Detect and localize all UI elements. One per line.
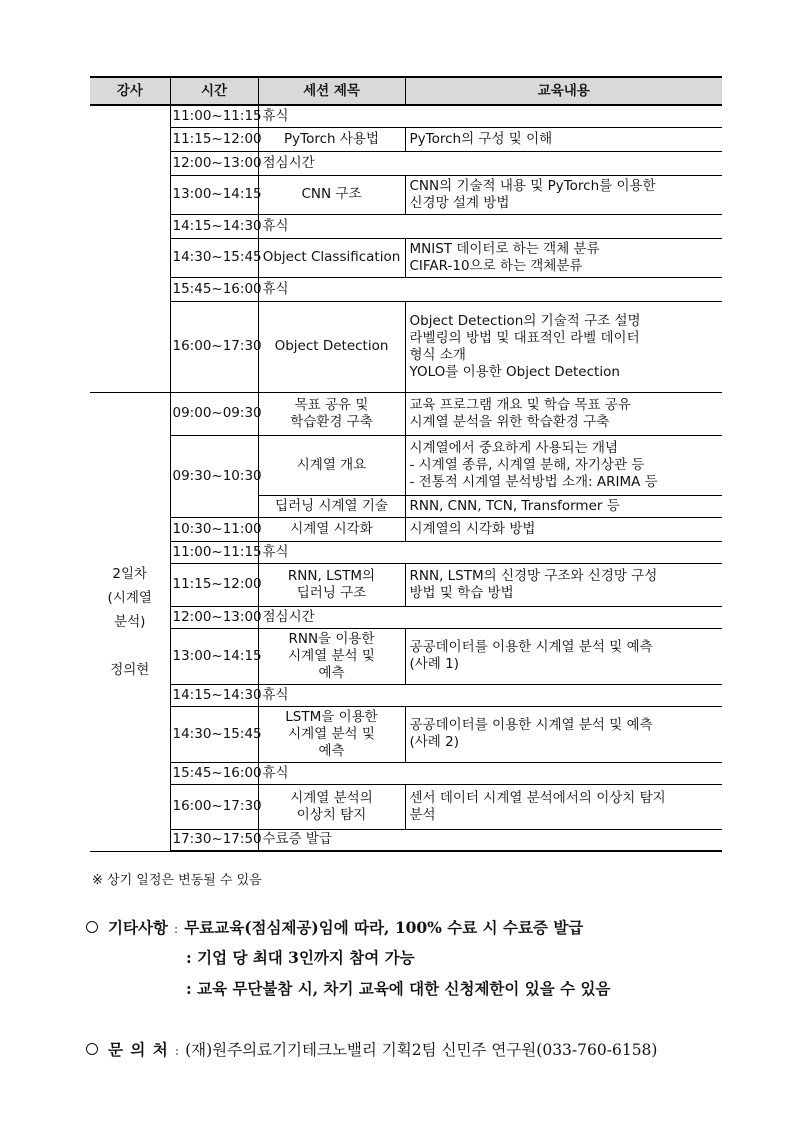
table-row [90,175,722,214]
session-title-cell: 시계열 시각화 [258,517,405,541]
time-cell: 14:30~15:45 [170,706,258,762]
table-row [90,214,722,238]
session-title-cell: PyTorch 사용법 [258,127,405,151]
table-row [90,563,722,606]
day2-instructor-cell [90,392,170,851]
time-cell: 11:15~12:00 [170,127,258,151]
session-title-cell: 목표 공유 및 학습환경 구축 [258,392,405,435]
content-cell: RNN, LSTM의 신경망 구조와 신경망 구성 방법 및 학습 방법 [405,563,722,606]
circle-bullet-icon [86,921,98,933]
content-cell: RNN, CNN, TCN, Transformer 등 [405,495,722,517]
time-cell: 13:00~14:15 [170,175,258,214]
misc-line-3: : 교육 무단불참 시, 차기 교육에 대한 신청제한이 있을 수 있음 [186,979,611,998]
table-row [90,784,722,829]
contact-line [86,1038,657,1060]
day1-instructor-cell [90,105,170,392]
content-cell: 센서 데이터 시계열 분석에서의 이상치 탐지 분석 [405,784,722,829]
day-topic-line: 분석) [114,613,146,630]
table-row [90,829,722,851]
session-title-cell: RNN, LSTM의 딥러닝 구조 [258,563,405,606]
contact-label: 문 의 처 [108,1040,169,1059]
table-row [90,684,722,706]
time-cell: 09:00~09:30 [170,392,258,435]
time-cell: 15:45~16:00 [170,277,258,301]
time-cell: 12:00~13:00 [170,606,258,628]
content-cell: MNIST 데이터로 하는 객체 분류 CIFAR-10으로 하는 객체분류 [405,238,722,277]
content-cell: 공공데이터를 이용한 시계열 분석 및 예측 (사례 1) [405,628,722,684]
table-row [90,301,722,392]
session-title-cell: 딥러닝 시계열 기술 [258,495,405,517]
session-title-cell: 시계열 개요 [258,435,405,495]
break-cell: 점심시간 [258,606,722,628]
day-label: 2일차 [112,565,148,582]
break-cell: 수료증 발급 [258,829,722,851]
break-cell: 휴식 [258,684,722,706]
circle-bullet-icon [86,1043,98,1055]
misc-line-2: : 기업 당 최대 3인까지 참여 가능 [186,948,415,967]
time-cell: 16:00~17:30 [170,301,258,392]
time-cell: 17:30~17:50 [170,829,258,851]
header-session-title: 세션 제목 [258,77,405,105]
table-row [90,628,722,684]
table-row [90,517,722,541]
misc-label: 기타사항 [108,918,168,937]
session-title-cell: Object Classification [258,238,405,277]
time-cell: 11:00~11:15 [170,541,258,563]
break-cell: 휴식 [258,214,722,238]
table-header-row [90,77,722,105]
content-cell: 공공데이터를 이용한 시계열 분석 및 예측 (사례 2) [405,706,722,762]
content-cell: 시계열의 시각화 방법 [405,517,722,541]
break-cell: 휴식 [258,541,722,563]
time-cell: 10:30~11:00 [170,517,258,541]
session-title-cell: Object Detection [258,301,405,392]
table-row [90,127,722,151]
break-cell: 휴식 [258,762,722,784]
break-cell: 휴식 [258,105,722,127]
time-cell: 14:15~14:30 [170,214,258,238]
table-row [90,606,722,628]
contact-text: (재)원주의료기기테크노밸리 기획2팀 신민주 연구원(033-760-6158) [185,1041,658,1059]
table-row [90,392,722,435]
instructor-name: 정의현 [110,661,150,678]
content-cell: CNN의 기술적 내용 및 PyTorch를 이용한 신경망 설계 방법 [405,175,722,214]
content-cell: PyTorch의 구성 및 이해 [405,127,722,151]
separator: : [173,922,179,937]
time-cell: 13:00~14:15 [170,628,258,684]
table-row [90,762,722,784]
table-row [90,706,722,762]
day-topic-line: (시계열 [107,589,152,606]
session-title-cell: LSTM을 이용한 시계열 분석 및 예측 [258,706,405,762]
session-title-cell: 시계열 분석의 이상치 탐지 [258,784,405,829]
time-cell: 09:30~10:30 [170,435,258,517]
header-time: 시간 [170,77,258,105]
session-title-cell: RNN을 이용한 시계열 분석 및 예측 [258,628,405,684]
time-cell: 11:00~11:15 [170,105,258,127]
session-title-cell: CNN 구조 [258,175,405,214]
table-row [90,541,722,563]
misc-line-1 [86,916,583,938]
time-cell: 14:30~15:45 [170,238,258,277]
time-cell: 14:15~14:30 [170,684,258,706]
header-instructor: 강사 [90,77,170,105]
header-content: 교육내용 [405,77,722,105]
table-row [90,105,722,127]
time-cell: 15:45~16:00 [170,762,258,784]
separator: : [174,1044,180,1059]
content-cell: Object Detection의 기술적 구조 설명 라벨링의 방법 및 대표적인 라벨 데이터 형식 소개 YOLO를 이용한 Object Detection [405,301,722,392]
break-cell: 휴식 [258,277,722,301]
misc-text-1: 무료교육(점심제공)임에 따라, 100% 수료 시 수료증 발급 [184,918,584,937]
table-row [90,238,722,277]
table-row [90,277,722,301]
schedule-table [90,76,722,852]
time-cell: 16:00~17:30 [170,784,258,829]
schedule-note: ※ 상기 일정은 변동될 수 있음 [92,873,262,888]
table-row [90,151,722,175]
content-cell: 교육 프로그램 개요 및 학습 목표 공유 시계열 분석을 위한 학습환경 구축 [405,392,722,435]
table-row [90,435,722,495]
time-cell: 11:15~12:00 [170,563,258,606]
content-cell: 시계열에서 중요하게 사용되는 개념 - 시계열 종류, 시계열 분해, 자기상관 등 - 전통적 시계열 분석방법 소개: ARIMA 등 [405,435,722,495]
time-cell: 12:00~13:00 [170,151,258,175]
break-cell: 점심시간 [258,151,722,175]
